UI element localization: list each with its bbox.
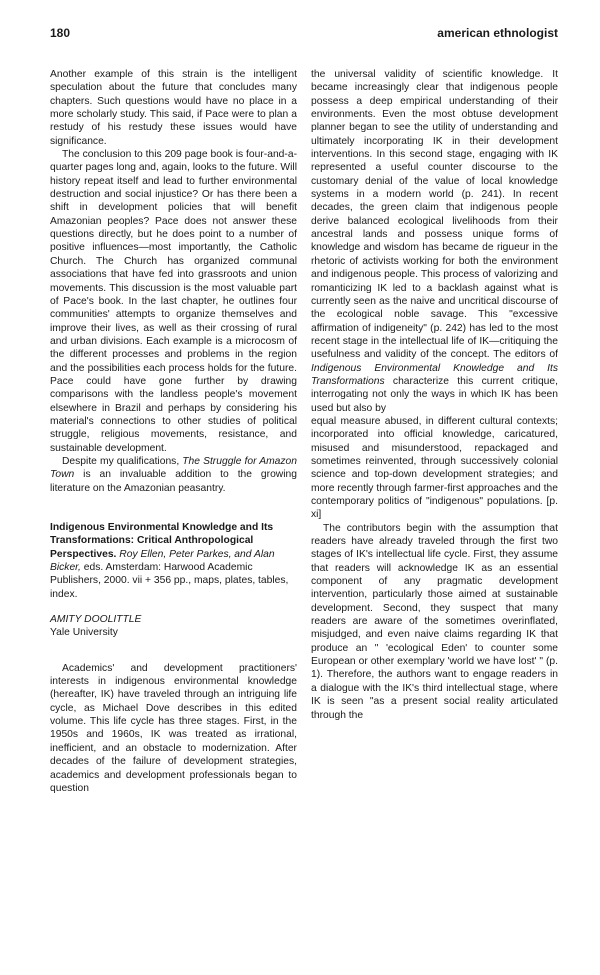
text-run: the universal validity of scientific knowledge. It became increasingly clear that indigenous people possess a deep empirical understanding of their environments. Even the most obtuse development planner began to see the utility of understanding and ultimately incorporating IK in their development interventions. In this second stage, engaging with IK represented a useful counter discourse to the customary denial of the value of local knowledge systems in a modern world (p. 241). In recent decades, the green claim that indigenous people derive balanced ecological livelihoods from their ancestral lands and possess unique forms of knowledge and wisdom has became de rigueur in the rhetoric of activists working for both the environment and indigenous people. This process of valorizing and romanticizing IK led to a backlash against what is currently seen as the naive and uncritical discourse of the ecological noble savage. This "excessive affirmation of indigeneity" (p. 242) has led to the most recent stage in the intellectual life of IK—critiquing the usefulness and validity of the concept. The editors of (311, 69, 558, 361)
block-quote: equal measure abused, in different cultural contexts; incorporated into official knowledge, caricatured, misused and misunderstood, repackaged and sometimes reinvented, through successively colonial science and top-down development strategies; and more recently through farmer-first approaches and the contemporary politics of "indigenous" populations. [p. xi] (311, 415, 558, 521)
text-run: is an invaluable addition to the growing literature on the Amazonian peasantry. (50, 469, 297, 494)
left-column (50, 68, 297, 795)
right-column (311, 68, 558, 722)
review-heading (50, 521, 297, 601)
running-header (50, 26, 558, 44)
paragraph: The conclusion to this 209 page book is four-and-a-quarter pages long and, again, looks to the future. Will history repeat itself and lead to further environmental destruction and social injustice? Or has there been a shift in development policies that will benefit Amazonian peoples? Pace does not answer these questions directly, but he does point to a number of positive influences—most importantly, the Catholic Church. The Church has organized communal associations that have fed into grassroots and union movements. This discussion is the most valuable part of Pace's book. In the last chapter, he outlines four communities' attempts to organize themselves and improve their lives, as well as their crossing of rural and urban divisions. Each example is a microcosm of the different processes and problems in the region and the possibilities each process holds for the future. Pace could have gone further by drawing comparisons with the landless people's movement elsewhere in Brazil and perhaps by considering his material's connections to other studies of political struggle, religious movements, resistance, and sustainable development. (50, 149, 297, 454)
paragraph: The contributors begin with the assumption that readers have already traveled through the first two stages of IK's intellectual life cycle. First, they assume that readers will acknowledge IK as an essential component of any pragmatic development intervention, particularly those aimed at sustainable development. Second, they suspect that many readers are aware of the sometimes overinflated, misjudged, and even naive claims regarding IK that produce an " 'ecological Eden' to counter some European or other exemplary 'world we have lost' " (p. 1). Therefore, the authors want to engage readers in a dialogue with the IK's third intellectual stage, where IK is seen "as a present social reality articulated through the (311, 522, 558, 721)
book-title: Indigenous Environmental Knowledge and Its Transformations (311, 362, 558, 387)
paragraph: Academics' and development practitioners' interests in indigenous environmental knowledge (hereafter, IK) have traveled through an intriguing life cycle, as Michael Dove describes in this edited volume. This life cycle has three stages. First, in the 1950s and 1960s, IK was treated as irrational, inefficient, and an obstacle to modernization. After decades of the failure of development strategies, academics and development professionals began to question (50, 662, 297, 794)
reviewer-name: AMITY DOOLITTLE (50, 614, 142, 626)
journal-name: american ethnologist (437, 26, 558, 40)
reviewer-block (50, 613, 297, 640)
text-run: Despite my qualifications, (62, 455, 183, 467)
text-run: characterize this current critique, interrogating not only the ways in which IK has been used but also by (311, 375, 558, 414)
book-title: The Struggle for Amazon Town (50, 455, 297, 481)
review-book-title: Indigenous Environmental Knowledge and Its Transformations: Critical Anthropological Perspectives. (50, 522, 274, 560)
review-editors: Roy Ellen, Peter Parkes, and Alan Bicker, (50, 548, 275, 574)
paragraph: Another example of this strain is the intelligent speculation about the future that concludes many chapters. Such questions would have no place in a more scholarly study. This said, if Pace were to plan a restudy of his restudy these issues would have significance. (50, 69, 297, 147)
paragraph (50, 455, 297, 495)
page-number: 180 (50, 26, 71, 40)
reviewer-affiliation: Yale University (50, 627, 118, 639)
paragraph (311, 68, 558, 415)
review-publication-info: eds. Amsterdam: Harwood Academic Publishers, 2000. vii + 356 pp., maps, plates, tables, index. (50, 562, 289, 600)
